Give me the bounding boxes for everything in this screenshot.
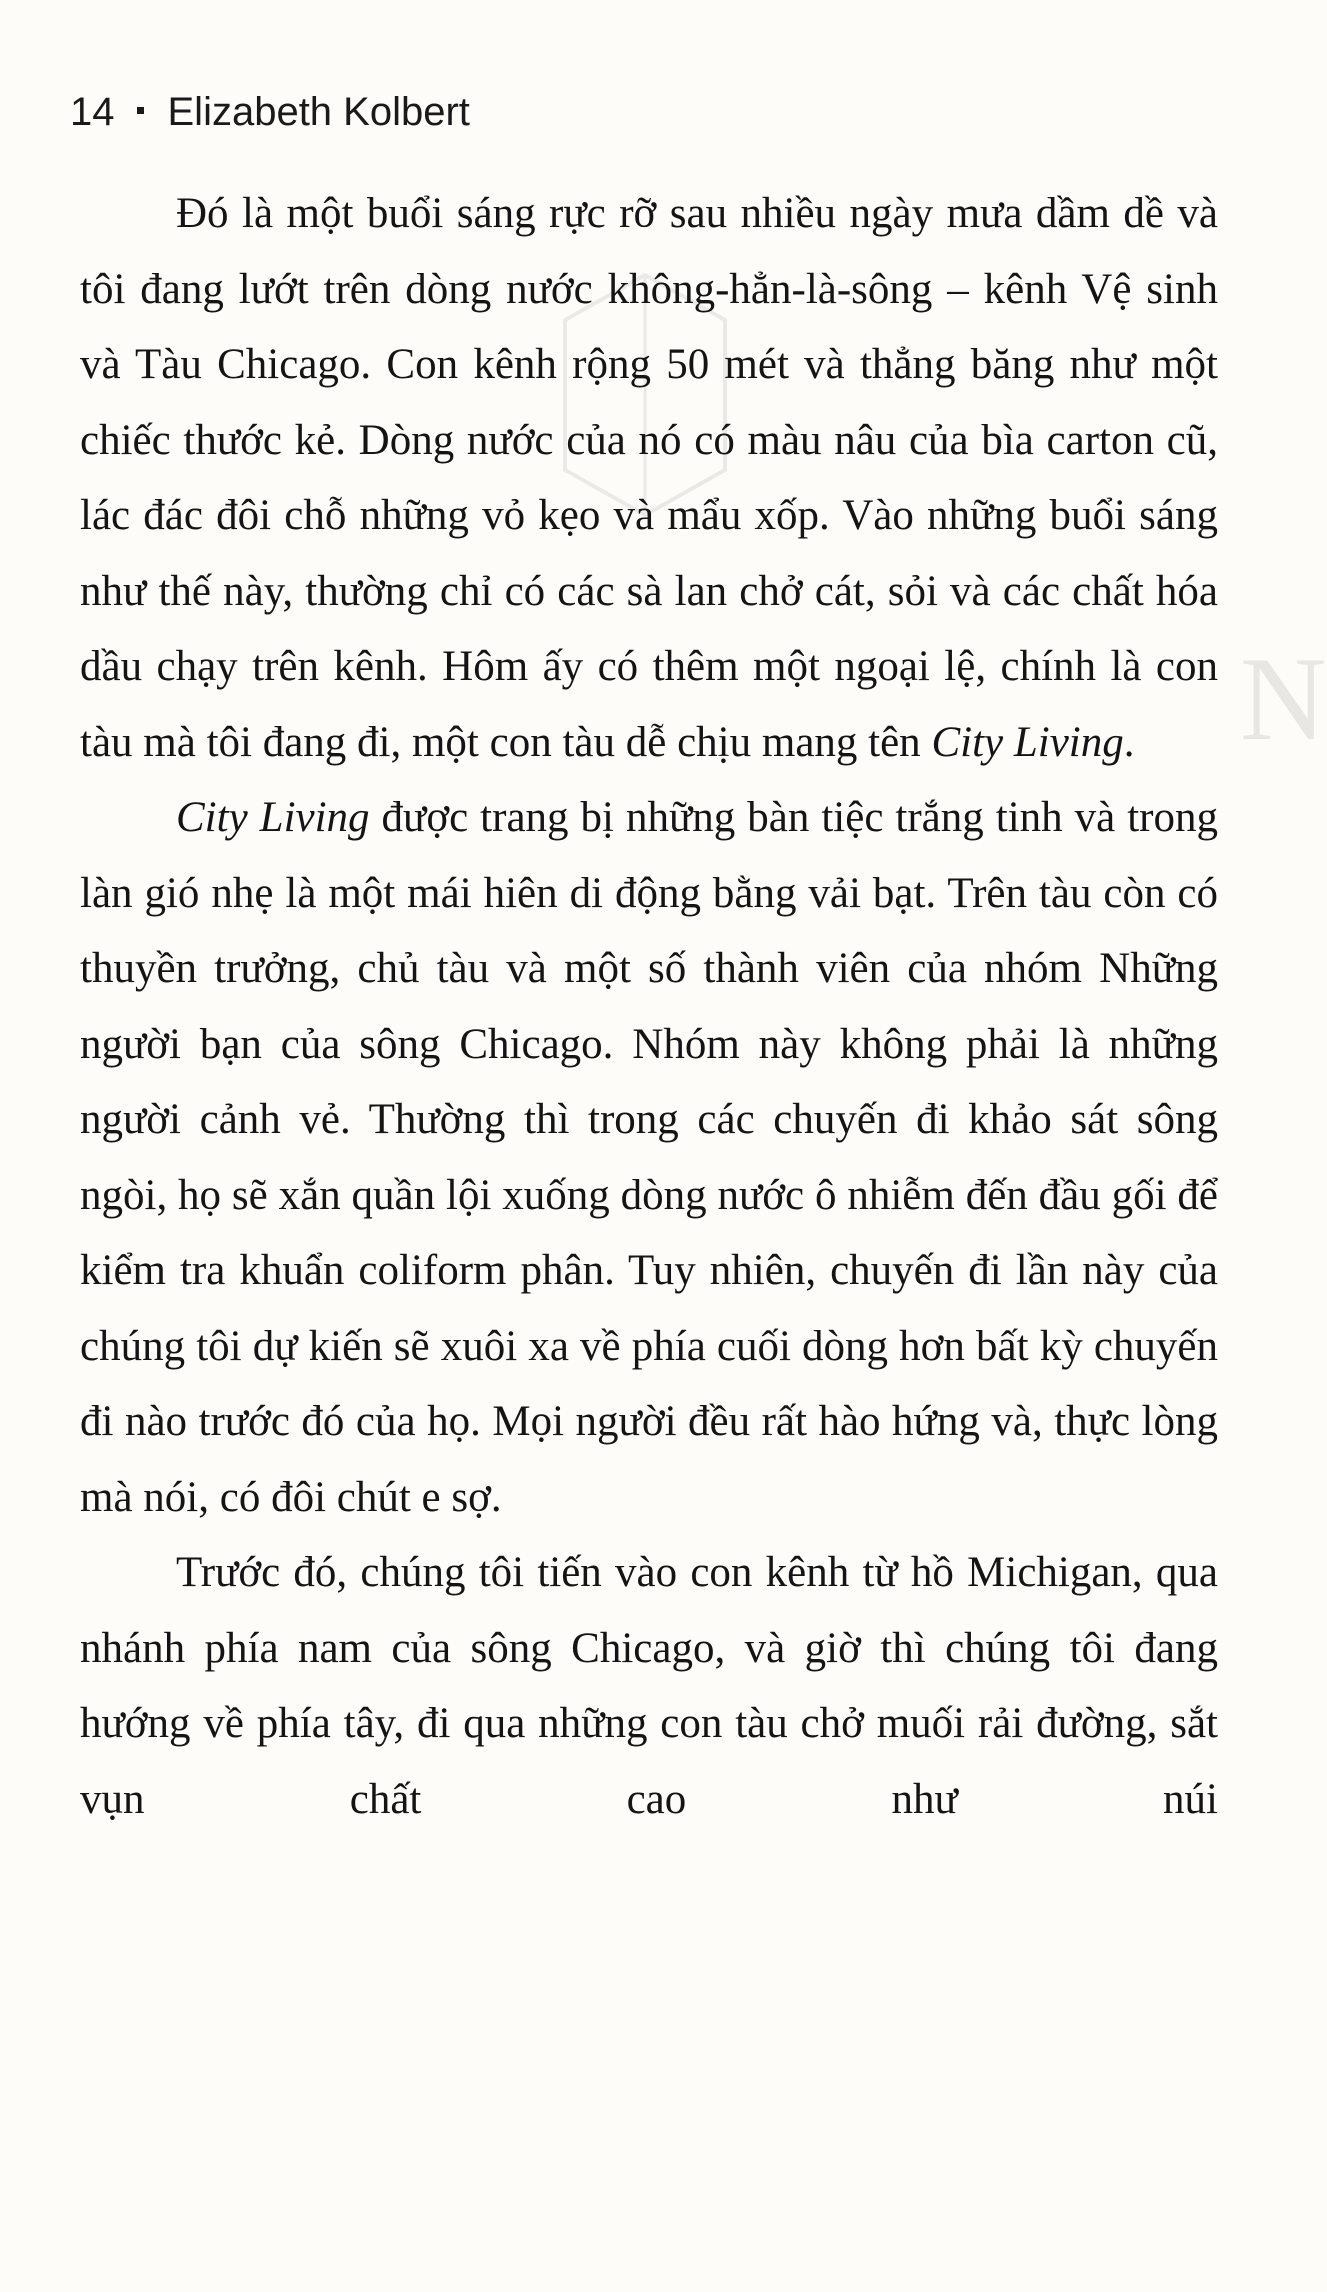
body-text xyxy=(80,176,1218,1837)
header-separator-bullet xyxy=(137,107,144,114)
paragraph-2-text: được trang bị những bàn tiệc trắng tinh và trong làn gió nhẹ là một mái hiên di động bằng vải bạt. Trên tàu còn có thuyền trưởng, chủ tàu và một số thành viên của nhóm Những người bạn của sông Chicago. Nhóm này không phải là những người cảnh vẻ. Thường thì trong các chuyến đi khảo sát sông ngòi, họ sẽ xắn quần lội xuống dòng nước ô nhiễm đến đầu gối để kiểm tra khuẩn coliform phân. Tuy nhiên, chuyến đi lần này của chúng tôi dự kiến sẽ xuôi xa về phía cuối dòng hơn bất kỳ chuyến đi nào trước đó của họ. Mọi người đều rất hào hứng và, thực lòng mà nói, có đôi chút e sợ. xyxy=(80,794,1219,1521)
paragraph-3-text: Trước đó, chúng tôi tiến vào con kênh từ hồ Michigan, qua nhánh phía nam của sông Chicago, và giờ thì chúng tôi đang hướng về phía tây, đi qua những con tàu chở muối rải đường, sắt vụn chất cao như núi xyxy=(80,1549,1218,1823)
paragraph-1-text: Đó là một buổi sáng rực rỡ sau nhiều ngày mưa dầm dề và tôi đang lướt trên dòng nước không-hẳn-là-sông – kênh Vệ sinh và Tàu Chicago. Con kênh rộng 50 mét và thẳng băng như một chiếc thước kẻ. Dòng nước của nó có màu nâu của bìa carton cũ, lác đác đôi chỗ những vỏ kẹo và mẩu xốp. Vào những buổi sáng như thế này, thường chỉ có các sà lan chở cát, sỏi và các chất hóa dầu chạy trên kênh. Hôm ấy có thêm một ngoại lệ, chính là con tàu mà tôi đang đi, một con tàu dễ chịu mang tên xyxy=(80,190,1218,766)
author-name: Elizabeth Kolbert xyxy=(167,90,470,134)
paragraph-1-end: . xyxy=(1123,718,1135,766)
show-through-letter: N xyxy=(1240,632,1327,765)
paragraph-3 xyxy=(80,1535,1218,1837)
ship-name-italic: City Living xyxy=(931,718,1124,766)
page-number: 14 xyxy=(70,90,115,134)
paragraph-1 xyxy=(80,176,1218,780)
running-header xyxy=(70,82,470,142)
paragraph-2 xyxy=(80,780,1218,1535)
ship-name-italic-2: City Living xyxy=(176,794,370,841)
